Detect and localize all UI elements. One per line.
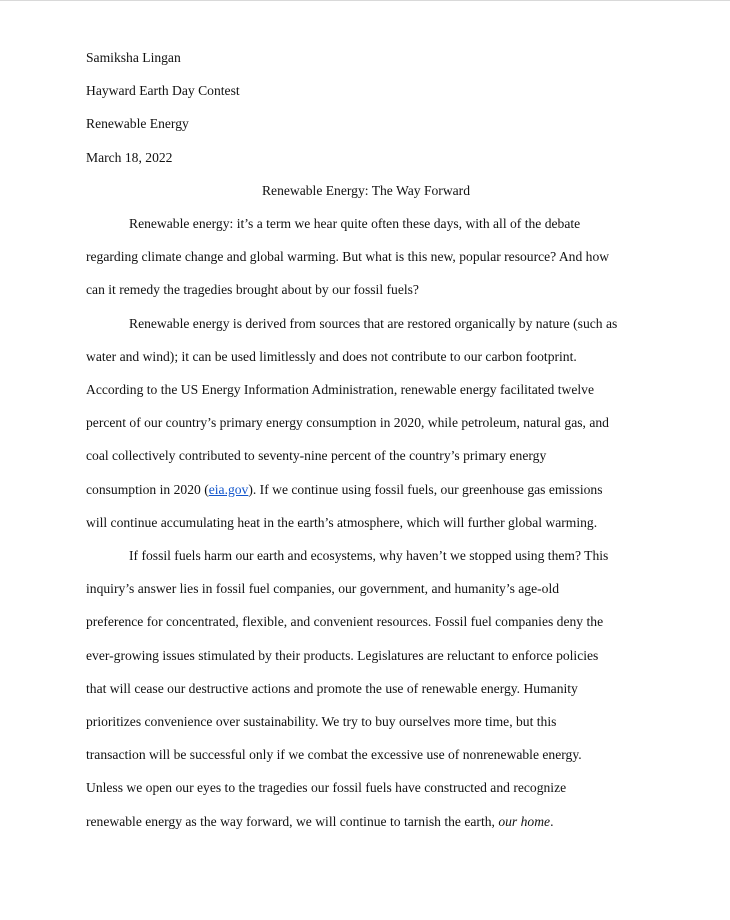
paragraph-line: transaction will be successful only if we combat the excessive use of nonrenewable energy.: [86, 747, 582, 763]
paragraph-line: If fossil fuels harm our earth and ecosystems, why haven’t we stopped using them? This: [129, 548, 609, 564]
paragraph-3: [86, 539, 648, 838]
text-segment: .: [550, 813, 554, 829]
document-page: [86, 41, 652, 838]
text-segment: ). If we continue using fossil fuels, our greenhouse gas emissions: [248, 481, 603, 497]
text-segment: renewable energy as the way forward, we will continue to tarnish the earth,: [86, 813, 499, 829]
paragraph-line: coal collectively contributed to seventy-nine percent of the country’s primary energy: [86, 448, 547, 464]
emphasis-text: our home: [498, 813, 551, 829]
paragraph-2: [86, 307, 648, 539]
paragraph-line-with-link: [86, 473, 648, 506]
essay-date: March 18, 2022: [86, 149, 173, 165]
essay-title: Renewable Energy: The Way Forward: [261, 182, 471, 198]
source-link-eia[interactable]: eia.gov: [208, 481, 249, 497]
paragraph-line: percent of our country’s primary energy consumption in 2020, while petroleum, natural gas, and: [86, 415, 609, 431]
paragraph-line: regarding climate change and global warming. But what is this new, popular resource? And how: [86, 249, 610, 265]
paragraph-line: prioritizes convenience over sustainability. We try to buy ourselves more time, but this: [86, 714, 557, 730]
page-top-border: [0, 0, 730, 1]
text-segment: consumption in 2020 (: [86, 481, 209, 497]
paragraph-line: preference for concentrated, flexible, and convenient resources. Fossil fuel companies deny the: [86, 614, 604, 630]
paragraph-line: inquiry’s answer lies in fossil fuel companies, our government, and humanity’s age-old: [86, 581, 560, 597]
essay-topic: Renewable Energy: [86, 116, 189, 132]
paragraph-line: water and wind); it can be used limitlessly and does not contribute to our carbon footprint.: [86, 348, 577, 364]
paragraph-line: ever-growing issues stimulated by their products. Legislatures are reluctant to enforce policies: [86, 647, 599, 663]
paragraph-line: According to the US Energy Information Administration, renewable energy facilitated twelve: [86, 382, 594, 398]
paragraph-1: [86, 207, 648, 307]
author-name: Samiksha Lingan: [86, 50, 181, 65]
paragraph-line-with-emphasis: [86, 805, 648, 838]
paragraph-line: Unless we open our eyes to the tragedies our fossil fuels have constructed and recognize: [86, 780, 567, 796]
paragraph-line: Renewable energy is derived from sources that are restored organically by nature (such as: [129, 315, 618, 331]
paragraph-line: can it remedy the tragedies brought about by our fossil fuels?: [86, 282, 419, 298]
contest-name: Hayward Earth Day Contest: [86, 83, 240, 99]
paragraph-line: will continue accumulating heat in the earth’s atmosphere, which will further global warming.: [86, 514, 598, 530]
paragraph-line: that will cease our destructive actions and promote the use of renewable energy. Humanity: [86, 680, 578, 696]
paragraph-line: Renewable energy: it’s a term we hear quite often these days, with all of the debate: [129, 216, 581, 232]
